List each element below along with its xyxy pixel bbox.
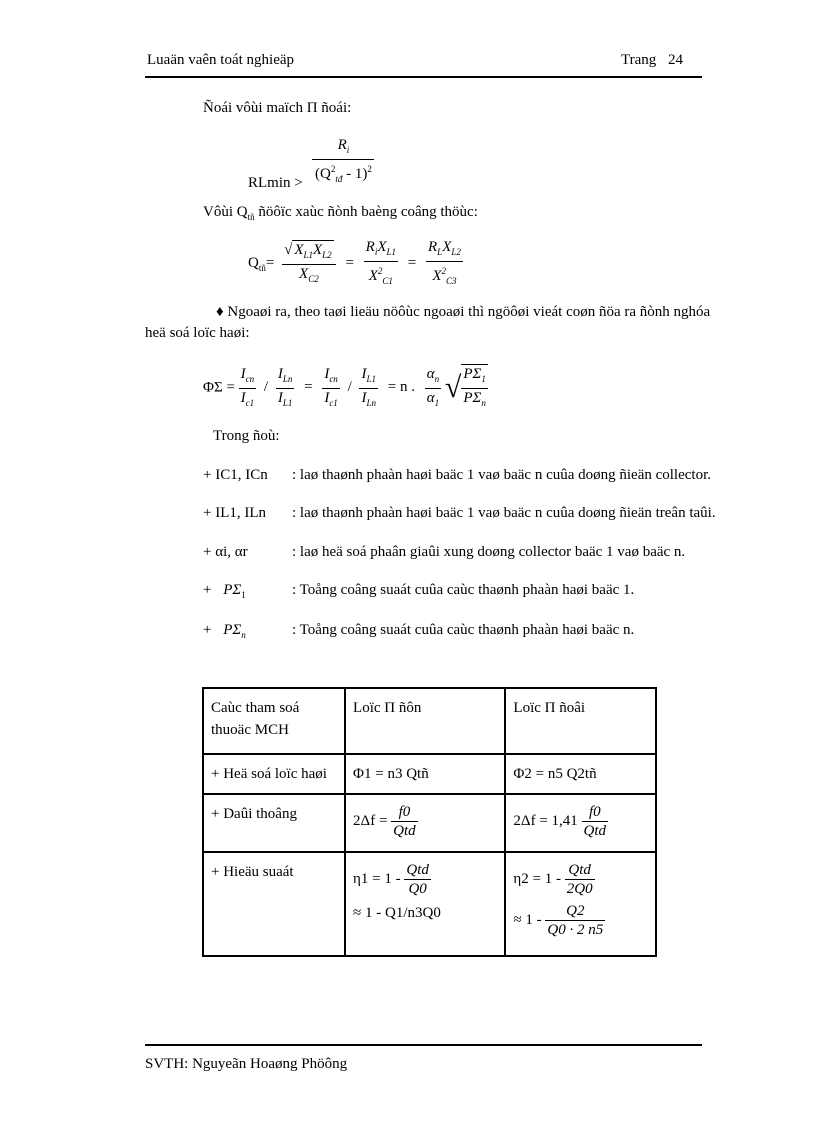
f3-f2-den-sub: L1 (282, 397, 293, 408)
formula2-frac2 (364, 238, 398, 290)
paragraph-line1: ♦ Ngoaøi ra, theo taøi lieäu nöôùc ngoaøi thì ngöôøi vieát coøn ñöa ra ñònh nghóa (216, 304, 711, 320)
eff1-den: Q0 (408, 881, 427, 897)
f2-num3-sub1: L (437, 247, 443, 257)
f1-den-sub: tđ (335, 174, 343, 184)
bw1-den: Qtd (393, 823, 416, 839)
f3-f3-num-sub: cn (329, 373, 338, 384)
eff-double-frac (565, 861, 595, 898)
f3-a-num-sub: n (434, 373, 440, 384)
formula1-fraction (312, 136, 374, 188)
f3-f1-num-sub: cn (245, 373, 255, 384)
table-row-label: + Daûi thoâng (203, 794, 345, 852)
f3-p-num: PΣ (463, 366, 482, 382)
f2-den1: X (299, 266, 309, 282)
f3-f3-den-sub: c1 (329, 397, 338, 408)
f2-lhs-eq: = (265, 255, 275, 272)
table-cell: Φ2 = n5 Q2tñ (505, 754, 656, 794)
f3-a-den-sub: 1 (434, 397, 440, 408)
legend-key-2: + IL1, ILn (203, 505, 267, 521)
f2-den3: X (432, 268, 442, 284)
table-header-single: Loïc Π ñôn (345, 688, 505, 754)
legend-key-3: + αi, αr (203, 544, 248, 560)
f2-num3: R (428, 239, 438, 255)
legend-key-4-prefix: + (203, 582, 212, 598)
f3-f2-num: I (277, 365, 283, 382)
bandwidth-double-lhs: 2Δf = 1,41 (513, 812, 578, 829)
formula1 (248, 136, 374, 192)
f3-alpha-frac (425, 365, 441, 412)
f1-den-sup: 2 (330, 164, 336, 174)
legend-key-4 (203, 582, 246, 600)
bw2-num: f0 (582, 803, 609, 822)
f2-num3-x: X (442, 239, 452, 255)
f3-frac2 (276, 365, 295, 412)
f3-slash1: / (263, 379, 269, 396)
table-header-double: Loïc Π ñoâi (505, 688, 656, 754)
f2-sqrt-sub2: L2 (322, 250, 332, 260)
f2-num2-sub1: i (374, 247, 378, 257)
f3-lhs: ΦΣ = (203, 379, 235, 396)
f2-sqrt-x2: X (313, 242, 323, 258)
eff2-den: 2Q0 (566, 881, 593, 897)
f2-intro-sub: tñ (247, 212, 255, 222)
table-row (203, 754, 656, 794)
f3-f4-num: I (361, 365, 367, 382)
f1-den-rest: - 1) (342, 166, 368, 182)
f3-f1-num: I (240, 365, 246, 382)
eff-double-approx (513, 902, 648, 939)
f2-den2: X (368, 268, 378, 284)
page-label: Trang (621, 52, 657, 68)
eff1-num: Qtd (406, 862, 429, 878)
f3-f1-den: I (240, 389, 246, 406)
f2-lhs-sub: tñ (258, 263, 266, 274)
bw2-den: Qtd (583, 823, 607, 839)
f2-eq1: = (345, 255, 354, 272)
f3-frac4 (359, 365, 378, 412)
header-title: Luaän vaên toát nghieäp (147, 52, 295, 68)
eff-double-approx-frac (545, 902, 605, 939)
formula2-intro (203, 204, 478, 222)
legend-desc-2: : laø thaønh phaàn haøi baäc 1 vaø baäc n cuûa doøng ñieän treân taûi. (292, 505, 716, 521)
page-number: 24 (668, 52, 684, 68)
comparison-table (202, 687, 657, 957)
table-cell (345, 852, 505, 956)
legend-key-4-sym: PΣ (223, 582, 242, 598)
f2-eq2: = (407, 255, 417, 272)
table-row (203, 794, 656, 852)
eff-double-a: η2 = 1 - (513, 870, 561, 887)
f3-f4-den: I (361, 389, 367, 406)
page-number-label (621, 52, 683, 69)
f2-num2-sub2: L1 (386, 247, 397, 257)
legend-desc-4: : Toång coâng suaát cuûa caùc thaønh phaàn haøi baäc 1. (292, 582, 635, 598)
f3-frac1 (239, 365, 257, 412)
formula2-frac3 (426, 238, 463, 290)
f1-num: R (337, 137, 347, 153)
formula2 (248, 238, 463, 290)
eff-single-frac (404, 861, 431, 898)
legend-key-1: + IC1, ICn (203, 467, 268, 483)
table-cell (505, 852, 656, 956)
f3-f2-num-sub: Ln (282, 373, 293, 384)
bandwidth-double-frac (582, 803, 609, 840)
table-cell (345, 794, 505, 852)
eff-single-a: η1 = 1 - (353, 870, 401, 887)
f1-num-sub: i (346, 145, 350, 155)
legend-key-5 (203, 622, 246, 640)
f2-sqrt-sub1: L1 (303, 250, 313, 260)
f2-num2-x: X (377, 239, 387, 255)
formula3 (203, 364, 488, 412)
legend-desc-3: : laø heä soá phaân giaûi xung doøng collector baäc 1 vaø baäc n. (292, 544, 686, 560)
f3-a-num: α (426, 365, 435, 382)
f2-intro-b: ñöôïc xaùc ñònh baèng coâng thöùc: (254, 204, 478, 220)
f3-frac3 (322, 365, 340, 412)
legend-desc-5: : Toång coâng suaát cuûa caùc thaønh phaàn haøi baäc n. (292, 622, 635, 638)
f3-f1-den-sub: c1 (245, 397, 255, 408)
f3-f3-den: I (324, 389, 330, 406)
legend-key-4-sub: 1 (241, 590, 246, 600)
f3-f3-num: I (324, 365, 330, 382)
table-cell (505, 794, 656, 852)
formula2-frac1: $\frac{√ X_{L1}X_{L2}}{X_{C2}}$ (282, 240, 336, 288)
f2-sqrt-x: X (294, 242, 304, 258)
f3-p-frac (461, 364, 488, 412)
eff2b-num: Q2 (545, 902, 605, 921)
f2-intro-a: Vôùi Q (203, 204, 248, 220)
f1-den: (Q (315, 166, 331, 182)
f2-den3-sub: C3 (446, 276, 457, 286)
table-header-row (203, 688, 656, 754)
eff-single-approx: ≈ 1 - Q1/n3Q0 (353, 905, 441, 921)
f2-num2: R (365, 239, 375, 255)
header-rule (145, 76, 702, 78)
f3-slash2: / (347, 379, 352, 396)
f2-den2-sup: 2 (377, 266, 383, 276)
table-row (203, 852, 656, 956)
eff-double-approx-lhs: ≈ 1 - (513, 911, 542, 928)
footer-rule (145, 1044, 702, 1046)
f3-p-num-sub: 1 (481, 374, 486, 384)
sqrt-icon: √ (444, 371, 462, 404)
f3-eq: = (304, 379, 313, 396)
f3-p-den-sub: n (481, 398, 486, 408)
footer-text: SVTH: Nguyeãn Hoaøng Phöông (145, 1056, 348, 1072)
f3-a-den: α (426, 389, 435, 406)
paragraph-line2: heä soá loïc haøi: (145, 325, 250, 341)
f2-num3-sub2: L2 (451, 247, 461, 257)
formula1-intro: Ñoái vôùi maïch Π ñoái: (203, 100, 352, 116)
legend-key-5-sym: PΣ (223, 622, 242, 638)
f3-f4-den-sub: Ln (366, 397, 376, 408)
legend-key-5-sub: n (241, 630, 246, 640)
f2-den2-sub: C1 (382, 276, 393, 286)
table-header-param: Caùc tham soá thuoäc MCH (203, 688, 345, 754)
legend-key-5-prefix: + (203, 622, 212, 638)
f2-den3-sup: 2 (441, 266, 447, 276)
legend-title: Trong ñoù: (213, 428, 280, 444)
eff2-num: Qtd (565, 861, 595, 880)
table-row-label: + Hieäu suaát (203, 852, 345, 956)
bandwidth-single-frac (391, 803, 418, 840)
f3-p-den: PΣ (463, 390, 482, 406)
table-cell: Φ1 = n3 Qtñ (345, 754, 505, 794)
f3-f2-den: I (277, 389, 283, 406)
f3-eq2: = n . (387, 379, 415, 396)
table-row-label: + Heä soá loïc haøi (203, 754, 345, 794)
legend-desc-1: : laø thaønh phaàn haøi baäc 1 vaø baäc n cuûa doøng ñieän collector. (292, 467, 712, 483)
bw1-num: f0 (391, 803, 418, 822)
f2-den1-sub: C2 (308, 274, 319, 284)
f1-den-sup2: 2 (367, 164, 372, 174)
formula1-lhs: RLmin > (248, 175, 303, 192)
f3-f4-num-sub: L1 (366, 373, 376, 384)
bandwidth-single-lhs: 2Δf = (353, 812, 388, 829)
formula2-lhs (248, 255, 275, 274)
f2-lhs: Q (248, 255, 259, 272)
eff2b-den: Q0 · 2 n5 (547, 922, 604, 938)
